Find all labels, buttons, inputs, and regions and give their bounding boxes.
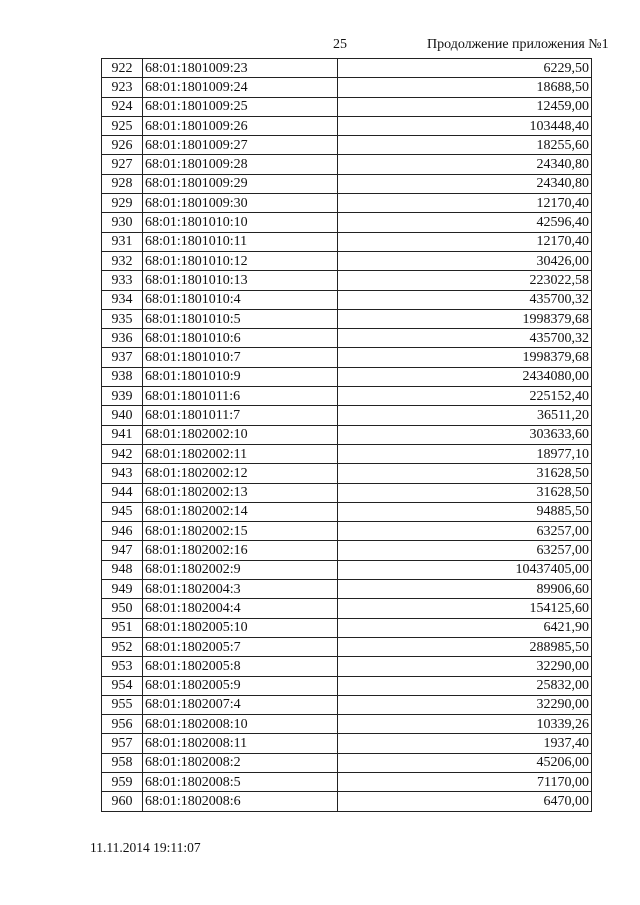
row-number-cell: 925 [102,116,143,135]
table-row [102,367,592,386]
value-cell: 1937,40 [338,734,592,753]
table-row [102,271,592,290]
table-row [102,541,592,560]
table-row [102,425,592,444]
table-row [102,792,592,811]
row-number-cell: 941 [102,425,143,444]
row-number-cell: 935 [102,309,143,328]
row-number-cell: 922 [102,59,143,78]
row-number-cell: 942 [102,444,143,463]
value-cell: 10437405,00 [338,560,592,579]
table-row [102,348,592,367]
row-number-cell: 946 [102,522,143,541]
table-row [102,329,592,348]
table-row [102,753,592,772]
registry-table [101,58,592,812]
table-row [102,580,592,599]
cadastral-number-cell: 68:01:1801010:4 [143,290,338,309]
row-number-cell: 954 [102,676,143,695]
cadastral-number-cell: 68:01:1801010:11 [143,232,338,251]
cadastral-number-cell: 68:01:1801011:6 [143,387,338,406]
value-cell: 24340,80 [338,155,592,174]
row-number-cell: 945 [102,502,143,521]
cadastral-number-cell: 68:01:1802008:10 [143,715,338,734]
cadastral-number-cell: 68:01:1802007:4 [143,695,338,714]
table-row [102,232,592,251]
value-cell: 18688,50 [338,78,592,97]
table-row [102,136,592,155]
row-number-cell: 953 [102,657,143,676]
cadastral-number-cell: 68:01:1801010:13 [143,271,338,290]
cadastral-number-cell: 68:01:1801010:6 [143,329,338,348]
table-row [102,483,592,502]
value-cell: 2434080,00 [338,367,592,386]
cadastral-number-cell: 68:01:1802002:12 [143,464,338,483]
cadastral-number-cell: 68:01:1802002:16 [143,541,338,560]
table-row [102,695,592,714]
value-cell: 89906,60 [338,580,592,599]
value-cell: 10339,26 [338,715,592,734]
value-cell: 36511,20 [338,406,592,425]
cadastral-number-cell: 68:01:1802008:6 [143,792,338,811]
cadastral-number-cell: 68:01:1801010:10 [143,213,338,232]
row-number-cell: 960 [102,792,143,811]
continuation-title: Продолжение приложения №1 [427,37,609,52]
value-cell: 154125,60 [338,599,592,618]
table-row [102,676,592,695]
cadastral-number-cell: 68:01:1801009:27 [143,136,338,155]
value-cell: 6421,90 [338,618,592,637]
cadastral-number-cell: 68:01:1802002:13 [143,483,338,502]
cadastral-number-cell: 68:01:1801010:5 [143,309,338,328]
row-number-cell: 955 [102,695,143,714]
row-number-cell: 924 [102,97,143,116]
row-number-cell: 931 [102,232,143,251]
row-number-cell: 959 [102,772,143,791]
registry-table-body [102,59,592,812]
table-row [102,59,592,78]
value-cell: 223022,58 [338,271,592,290]
table-row [102,444,592,463]
row-number-cell: 944 [102,483,143,502]
row-number-cell: 947 [102,541,143,560]
row-number-cell: 952 [102,637,143,656]
table-row [102,657,592,676]
table-row [102,309,592,328]
table-row [102,618,592,637]
cadastral-number-cell: 68:01:1802002:10 [143,425,338,444]
cadastral-number-cell: 68:01:1801009:29 [143,174,338,193]
row-number-cell: 930 [102,213,143,232]
row-number-cell: 926 [102,136,143,155]
cadastral-number-cell: 68:01:1802002:15 [143,522,338,541]
value-cell: 225152,40 [338,387,592,406]
value-cell: 45206,00 [338,753,592,772]
cadastral-number-cell: 68:01:1802004:4 [143,599,338,618]
row-number-cell: 958 [102,753,143,772]
table-row [102,155,592,174]
cadastral-number-cell: 68:01:1802004:3 [143,580,338,599]
value-cell: 288985,50 [338,637,592,656]
row-number-cell: 933 [102,271,143,290]
value-cell: 18977,10 [338,444,592,463]
value-cell: 12170,40 [338,232,592,251]
cadastral-number-cell: 68:01:1801010:7 [143,348,338,367]
cadastral-number-cell: 68:01:1801009:23 [143,59,338,78]
row-number-cell: 936 [102,329,143,348]
table-row [102,637,592,656]
cadastral-number-cell: 68:01:1801009:25 [143,97,338,116]
row-number-cell: 928 [102,174,143,193]
table-row [102,97,592,116]
cadastral-number-cell: 68:01:1802005:7 [143,637,338,656]
table-row [102,213,592,232]
table-row [102,772,592,791]
table-row [102,599,592,618]
cadastral-number-cell: 68:01:1801010:9 [143,367,338,386]
value-cell: 12170,40 [338,194,592,213]
row-number-cell: 929 [102,194,143,213]
value-cell: 435700,32 [338,290,592,309]
table-row [102,560,592,579]
row-number-cell: 923 [102,78,143,97]
cadastral-number-cell: 68:01:1802008:5 [143,772,338,791]
value-cell: 12459,00 [338,97,592,116]
print-timestamp: 11.11.2014 19:11:07 [90,840,201,855]
cadastral-number-cell: 68:01:1802005:9 [143,676,338,695]
row-number-cell: 957 [102,734,143,753]
value-cell: 71170,00 [338,772,592,791]
row-number-cell: 940 [102,406,143,425]
value-cell: 31628,50 [338,464,592,483]
cadastral-number-cell: 68:01:1802002:11 [143,444,338,463]
table-row [102,116,592,135]
value-cell: 31628,50 [338,483,592,502]
cadastral-number-cell: 68:01:1802005:8 [143,657,338,676]
table-row [102,522,592,541]
table-row [102,387,592,406]
value-cell: 435700,32 [338,329,592,348]
cadastral-number-cell: 68:01:1801010:12 [143,251,338,270]
table-row [102,502,592,521]
table-row [102,290,592,309]
value-cell: 94885,50 [338,502,592,521]
row-number-cell: 951 [102,618,143,637]
cadastral-number-cell: 68:01:1802005:10 [143,618,338,637]
cadastral-number-cell: 68:01:1802008:2 [143,753,338,772]
cadastral-number-cell: 68:01:1801009:26 [143,116,338,135]
row-number-cell: 956 [102,715,143,734]
value-cell: 1998379,68 [338,348,592,367]
cadastral-number-cell: 68:01:1802002:14 [143,502,338,521]
cadastral-number-cell: 68:01:1801009:28 [143,155,338,174]
row-number-cell: 943 [102,464,143,483]
row-number-cell: 949 [102,580,143,599]
value-cell: 18255,60 [338,136,592,155]
value-cell: 63257,00 [338,522,592,541]
row-number-cell: 939 [102,387,143,406]
value-cell: 25832,00 [338,676,592,695]
cadastral-number-cell: 68:01:1802002:9 [143,560,338,579]
row-number-cell: 950 [102,599,143,618]
value-cell: 103448,40 [338,116,592,135]
value-cell: 42596,40 [338,213,592,232]
table-row [102,715,592,734]
table-row [102,734,592,753]
cadastral-number-cell: 68:01:1801009:30 [143,194,338,213]
row-number-cell: 948 [102,560,143,579]
table-row [102,194,592,213]
value-cell: 6229,50 [338,59,592,78]
value-cell: 32290,00 [338,657,592,676]
value-cell: 303633,60 [338,425,592,444]
cadastral-number-cell: 68:01:1801011:7 [143,406,338,425]
value-cell: 1998379,68 [338,309,592,328]
page-number: 25 [333,37,347,52]
value-cell: 32290,00 [338,695,592,714]
value-cell: 30426,00 [338,251,592,270]
table-row [102,251,592,270]
table-row [102,406,592,425]
table-row [102,78,592,97]
row-number-cell: 938 [102,367,143,386]
value-cell: 24340,80 [338,174,592,193]
table-row [102,464,592,483]
cadastral-number-cell: 68:01:1802008:11 [143,734,338,753]
row-number-cell: 932 [102,251,143,270]
value-cell: 63257,00 [338,541,592,560]
row-number-cell: 927 [102,155,143,174]
cadastral-number-cell: 68:01:1801009:24 [143,78,338,97]
table-row [102,174,592,193]
row-number-cell: 937 [102,348,143,367]
row-number-cell: 934 [102,290,143,309]
value-cell: 6470,00 [338,792,592,811]
